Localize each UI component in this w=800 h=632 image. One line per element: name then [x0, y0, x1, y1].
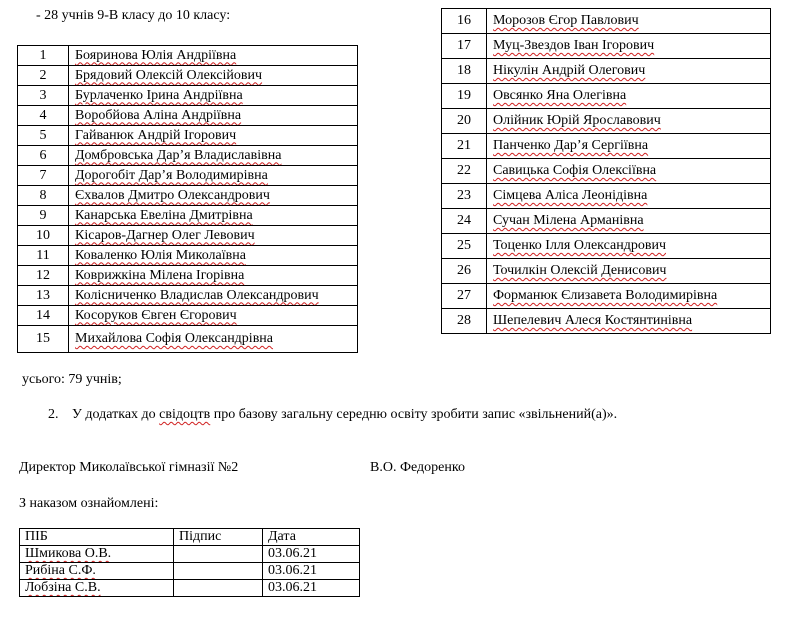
student-number: 14	[18, 306, 69, 326]
table-row	[442, 159, 771, 184]
student-number: 4	[18, 106, 69, 126]
student-name-text: Канарська Евеліна Дмитрівна	[75, 207, 253, 223]
item-2-number: 2.	[48, 407, 59, 422]
header-name: ПІБ	[20, 529, 174, 546]
table-row	[442, 59, 771, 84]
table-row	[442, 309, 771, 334]
student-name	[69, 286, 358, 306]
table-row	[18, 166, 358, 186]
student-name-text: Колісниченко Владислав Олександрович	[75, 287, 319, 303]
table-row	[442, 109, 771, 134]
table-row	[442, 184, 771, 209]
table-row	[18, 326, 358, 353]
header-signature: Підпис	[174, 529, 263, 546]
student-number: 24	[442, 209, 487, 234]
table-row	[18, 86, 358, 106]
student-number: 21	[442, 134, 487, 159]
student-name	[487, 109, 771, 134]
student-name-text: Коврижкіна Мілена Ігорівна	[75, 267, 245, 283]
student-name	[69, 126, 358, 146]
student-number: 6	[18, 146, 69, 166]
student-number: 26	[442, 259, 487, 284]
student-name-text: Гайванюк Андрій Ігорович	[75, 127, 237, 143]
student-number: 11	[18, 246, 69, 266]
table-row	[18, 186, 358, 206]
student-name-text: Точилкін Олексій Денисович	[493, 263, 667, 278]
student-number: 20	[442, 109, 487, 134]
signer-name-text: Лобзіна С.В.	[25, 580, 101, 595]
item-2-text-after: про базову загальну середню освіту зробити запис «звільнений(а)».	[210, 407, 618, 422]
signer-name	[20, 580, 174, 597]
student-name-text: Форманюк Єлизавета Володимирівна	[493, 288, 718, 303]
student-name	[487, 209, 771, 234]
director-name: В.О. Федоренко	[370, 460, 465, 475]
student-name	[69, 306, 358, 326]
student-name-text: Косоруков Євген Єгорович	[75, 307, 237, 323]
header-date: Дата	[263, 529, 360, 546]
student-name	[487, 259, 771, 284]
student-number: 27	[442, 284, 487, 309]
student-name-text: Михайлова Софія Олександрівна	[75, 331, 274, 346]
student-name	[487, 234, 771, 259]
student-name-text: Шепелевич Алеся Костянтинівна	[493, 313, 693, 328]
table-row	[442, 209, 771, 234]
students-table-left	[17, 45, 358, 353]
student-name	[487, 84, 771, 109]
signer-signature	[174, 580, 263, 597]
table-row	[18, 106, 358, 126]
table-row	[18, 46, 358, 66]
student-name	[487, 134, 771, 159]
student-number: 9	[18, 206, 69, 226]
student-name	[69, 46, 358, 66]
student-name	[69, 246, 358, 266]
table-row	[20, 546, 360, 563]
student-name	[487, 34, 771, 59]
student-name-text: Панченко Дар’я Сергіївна	[493, 138, 649, 153]
student-name	[69, 186, 358, 206]
student-number: 5	[18, 126, 69, 146]
table-row	[18, 306, 358, 326]
student-name	[69, 106, 358, 126]
student-number: 3	[18, 86, 69, 106]
student-name	[487, 159, 771, 184]
student-number: 23	[442, 184, 487, 209]
student-name-text: Олійник Юрій Ярославович	[493, 113, 661, 128]
signer-date: 03.06.21	[263, 563, 360, 580]
signer-name	[20, 563, 174, 580]
student-number: 18	[442, 59, 487, 84]
student-number: 25	[442, 234, 487, 259]
student-number: 16	[442, 9, 487, 34]
item-2-text-before: У додатках до	[72, 407, 160, 422]
student-number: 12	[18, 266, 69, 286]
table-row	[18, 226, 358, 246]
student-name	[487, 184, 771, 209]
signer-name-text: Рибіна С.Ф.	[25, 563, 96, 578]
student-name	[69, 166, 358, 186]
student-name-text: Сімцева Аліса Леонідівна	[493, 188, 648, 203]
table-row	[442, 284, 771, 309]
student-name	[69, 66, 358, 86]
student-name	[487, 284, 771, 309]
student-name	[69, 86, 358, 106]
item-2-text-marked: свідоцтв	[159, 407, 211, 422]
student-name	[69, 266, 358, 286]
student-name-text: Овсянко Яна Олегівна	[493, 88, 627, 103]
table-row	[18, 246, 358, 266]
student-name-text: Коваленко Юлія Миколаївна	[75, 247, 246, 263]
signer-signature	[174, 563, 263, 580]
table-row	[442, 84, 771, 109]
student-name-text: Дорогобіт Дар’я Володимирівна	[75, 167, 268, 183]
total-count: усього: 79 учнів;	[22, 372, 122, 387]
student-name-text: Домбровська Дар’я Владиславівна	[75, 147, 282, 163]
student-name	[487, 9, 771, 34]
student-name-text: Нікулін Андрій Олегович	[493, 63, 646, 78]
student-number: 17	[442, 34, 487, 59]
student-name-text: Бурлаченко Ірина Андріївна	[75, 87, 243, 103]
student-name-text: Брядовий Олексій Олексійович	[75, 67, 263, 83]
signer-date: 03.06.21	[263, 580, 360, 597]
table-row	[442, 34, 771, 59]
table-row	[18, 126, 358, 146]
student-number: 19	[442, 84, 487, 109]
student-name-text: Савицька Софія Олексіївна	[493, 163, 657, 178]
student-name-text: Воробйова Аліна Андріївна	[75, 107, 242, 123]
student-name-text: Кісаров-Дагнер Олег Левович	[75, 227, 255, 243]
students-table-right	[441, 8, 771, 334]
table-row	[442, 234, 771, 259]
student-number: 7	[18, 166, 69, 186]
table-row	[18, 266, 358, 286]
student-number: 15	[18, 326, 69, 353]
signer-name	[20, 546, 174, 563]
table-row	[18, 286, 358, 306]
student-name-text: Тоценко Ілля Олександрович	[493, 238, 666, 253]
student-number: 10	[18, 226, 69, 246]
student-name	[487, 59, 771, 84]
item-2-text	[72, 407, 617, 423]
director-title: Директор Миколаївської гімназії №2	[19, 460, 239, 475]
student-name	[487, 309, 771, 334]
table-row	[18, 66, 358, 86]
table-row	[18, 206, 358, 226]
student-name-text: Бояринова Юлія Андріївна	[75, 47, 237, 63]
signer-name-text: Шмикова О.В.	[25, 546, 112, 561]
acknowledged-label: З наказом ознайомлені:	[19, 496, 159, 511]
intro-text: - 28 учнів 9-В класу до 10 класу:	[36, 8, 231, 23]
signer-date: 03.06.21	[263, 546, 360, 563]
student-number: 8	[18, 186, 69, 206]
student-number: 13	[18, 286, 69, 306]
student-name-text: Сучан Мілена Арманівна	[493, 213, 644, 228]
student-name-text: Морозов Єгор Павлович	[493, 13, 639, 28]
signature-table	[19, 528, 360, 597]
student-name	[69, 206, 358, 226]
signer-signature	[174, 546, 263, 563]
student-name-text: Єхвалов Дмитро Олександрович	[75, 187, 270, 203]
student-number: 28	[442, 309, 487, 334]
student-name	[69, 146, 358, 166]
table-row	[20, 580, 360, 597]
student-number: 1	[18, 46, 69, 66]
student-name	[69, 326, 358, 353]
table-row	[442, 134, 771, 159]
student-number: 22	[442, 159, 487, 184]
student-name-text: Муц-Звездов Іван Ігорович	[493, 38, 655, 53]
student-number: 2	[18, 66, 69, 86]
table-row	[442, 9, 771, 34]
student-name	[69, 226, 358, 246]
table-row	[18, 146, 358, 166]
table-row	[20, 563, 360, 580]
table-row	[442, 259, 771, 284]
signature-table-header	[20, 529, 360, 546]
